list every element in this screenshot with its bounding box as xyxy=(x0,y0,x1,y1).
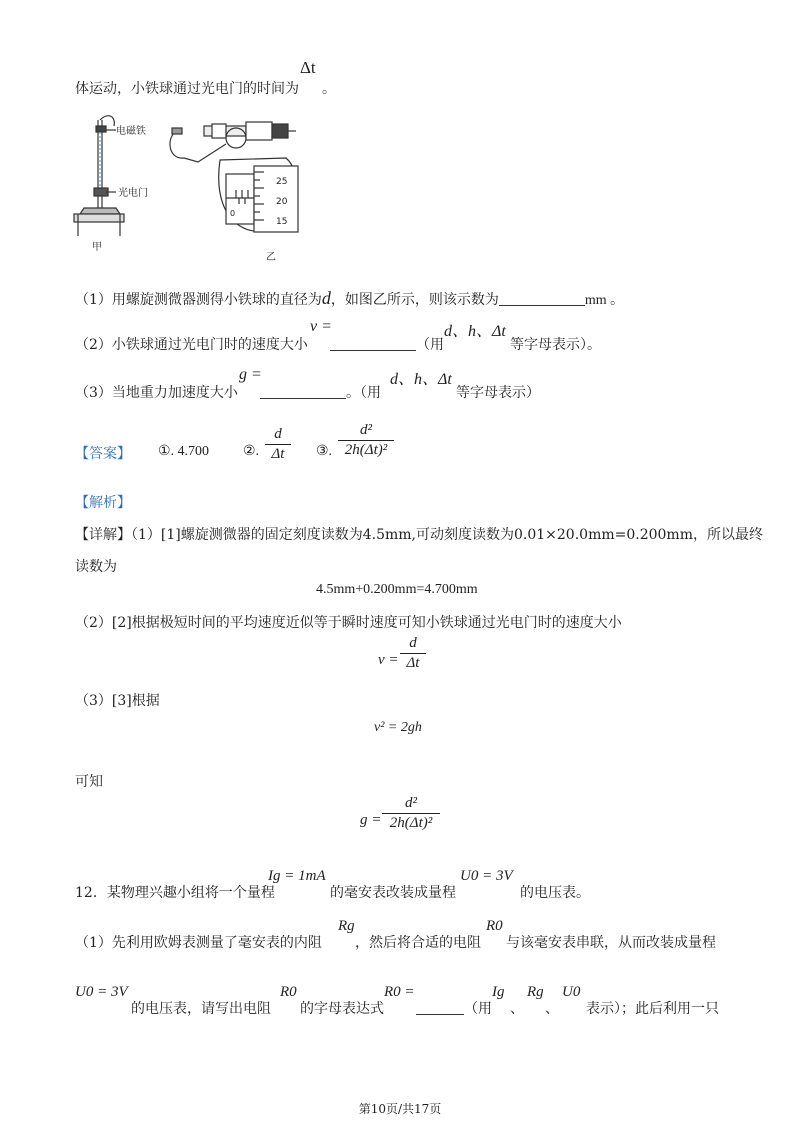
caption-b: 乙 xyxy=(266,252,276,263)
q12-u0-eq-2: U0 = 3V xyxy=(75,984,128,1000)
q2-blank-line: （用 xyxy=(330,334,444,354)
q2-lhs: v = xyxy=(310,318,332,335)
analysis-v-lhs: v = xyxy=(378,652,399,668)
q12-sep-1: 、 xyxy=(510,1001,524,1017)
question-1: （1）用螺旋测微器测得小铁球的直径为d，如图乙所示，则该示数为 mm 。 xyxy=(75,288,625,308)
q12-ig-eq: Ig = 1mA xyxy=(268,868,326,884)
analysis-v-fraction: d Δt xyxy=(400,635,426,672)
scale-tick-25: 25 xyxy=(276,177,288,187)
q12-intro-suffix: 的电压表。 xyxy=(520,885,590,901)
q12-intro-mid: 的毫安表改装成量程 xyxy=(330,885,456,901)
q12-intro: 12．某物理兴趣小组将一个量程 xyxy=(75,885,275,901)
analysis-v2-equation: v² = 2gh xyxy=(374,720,422,735)
q2-vars: d、h、Δt xyxy=(444,323,506,340)
intro-line: 体运动，小铁球通过光电门的时间为 xyxy=(75,81,299,97)
scale-tick-15: 15 xyxy=(276,217,288,227)
q2-suffix: 等字母表示）。 xyxy=(510,337,601,353)
q12-part-2-end: 表示）；此后利用一只 xyxy=(586,1001,719,1017)
zero-mark: 0 xyxy=(230,209,236,218)
answer-item-3-marker: ③. xyxy=(316,444,333,459)
q12-part-1-suffix: 与该毫安表串联，从而改装成量程 xyxy=(506,935,716,951)
q12-u0b: U0 xyxy=(562,984,581,1000)
intro-line-end: 。 xyxy=(322,81,336,97)
q12-r0-eq: R0 = xyxy=(384,984,415,1000)
question-2: （2）小铁球通过光电门时的速度大小 xyxy=(75,337,308,353)
answer-blank-3[interactable] xyxy=(260,384,346,399)
scale-tick-20: 20 xyxy=(276,197,288,207)
q12-part-2-blank: （用 xyxy=(416,998,492,1018)
experiment-figure xyxy=(70,110,310,270)
analysis-part-4: 可知 xyxy=(75,774,103,790)
q12-part-1: （1）先利用欧姆表测量了毫安表的内阻 xyxy=(75,935,322,951)
answer-blank-r0[interactable] xyxy=(416,1000,464,1015)
q12-rg-2: Rg xyxy=(527,984,544,1000)
analysis-line-2: 读数为 xyxy=(75,559,117,575)
q3-blank-line: 。（用 xyxy=(260,382,381,402)
answer-blank-1[interactable] xyxy=(499,291,585,306)
q12-r0: R0 xyxy=(486,918,503,934)
q3-vars: d、h、Δt xyxy=(390,371,452,388)
q12-u0-eq: U0 = 3V xyxy=(460,868,513,884)
q12-r0-2: R0 xyxy=(280,984,297,1000)
answer-item-3-fraction: d² 2h(Δt)² xyxy=(338,422,394,459)
analysis-result-equation: 4.5mm+0.200mm=4.700mm xyxy=(316,582,478,597)
analysis-label: 【解析】 xyxy=(75,495,131,511)
page-footer: 第10页/共17页 xyxy=(358,1102,442,1116)
analysis-part-3: （3）[3]根据 xyxy=(75,693,160,709)
analysis-part-2: （2）[2]根据极短时间的平均速度近似等于瞬时速度可知小铁球通过光电门时的速度大小 xyxy=(75,615,622,631)
answer-label: 【答案】 xyxy=(75,446,131,462)
answer-blank-2[interactable] xyxy=(330,336,416,351)
delta-t-symbol: Δt xyxy=(300,58,316,77)
answer-item-1: ①. 4.700 xyxy=(158,444,210,459)
label-photogate: 光电门 xyxy=(118,188,148,199)
q12-part-1-mid: ，然后将合适的电阻 xyxy=(355,935,481,951)
analysis-g-fraction: d² 2h(Δt)² xyxy=(382,795,440,832)
q12-sep-2: 、 xyxy=(545,1001,559,1017)
q12-part-2-mid: 的电压表，请写出电阻 xyxy=(131,1001,271,1017)
q12-rg: Rg xyxy=(338,918,355,934)
answer-item-2-fraction: d Δt xyxy=(265,426,291,463)
analysis-line-1: 【详解】（1）[1]螺旋测微器的固定刻度读数为4.5mm,可动刻度读数为0.01×20.0mm=0.200mm，所以最终 xyxy=(75,527,763,543)
q3-suffix: 等字母表示） xyxy=(456,385,540,401)
answer-item-2-marker: ②. xyxy=(243,444,260,459)
label-electromagnet: 电磁铁 xyxy=(116,126,146,137)
caption-a: 甲 xyxy=(92,242,102,253)
q12-part-2-mid2: 的字母表达式 xyxy=(300,1001,384,1017)
analysis-g-lhs: g = xyxy=(360,812,382,828)
question-3: （3）当地重力加速度大小 xyxy=(75,385,238,401)
q12-ig: Ig xyxy=(492,984,505,1000)
q3-lhs: g = xyxy=(239,366,262,383)
